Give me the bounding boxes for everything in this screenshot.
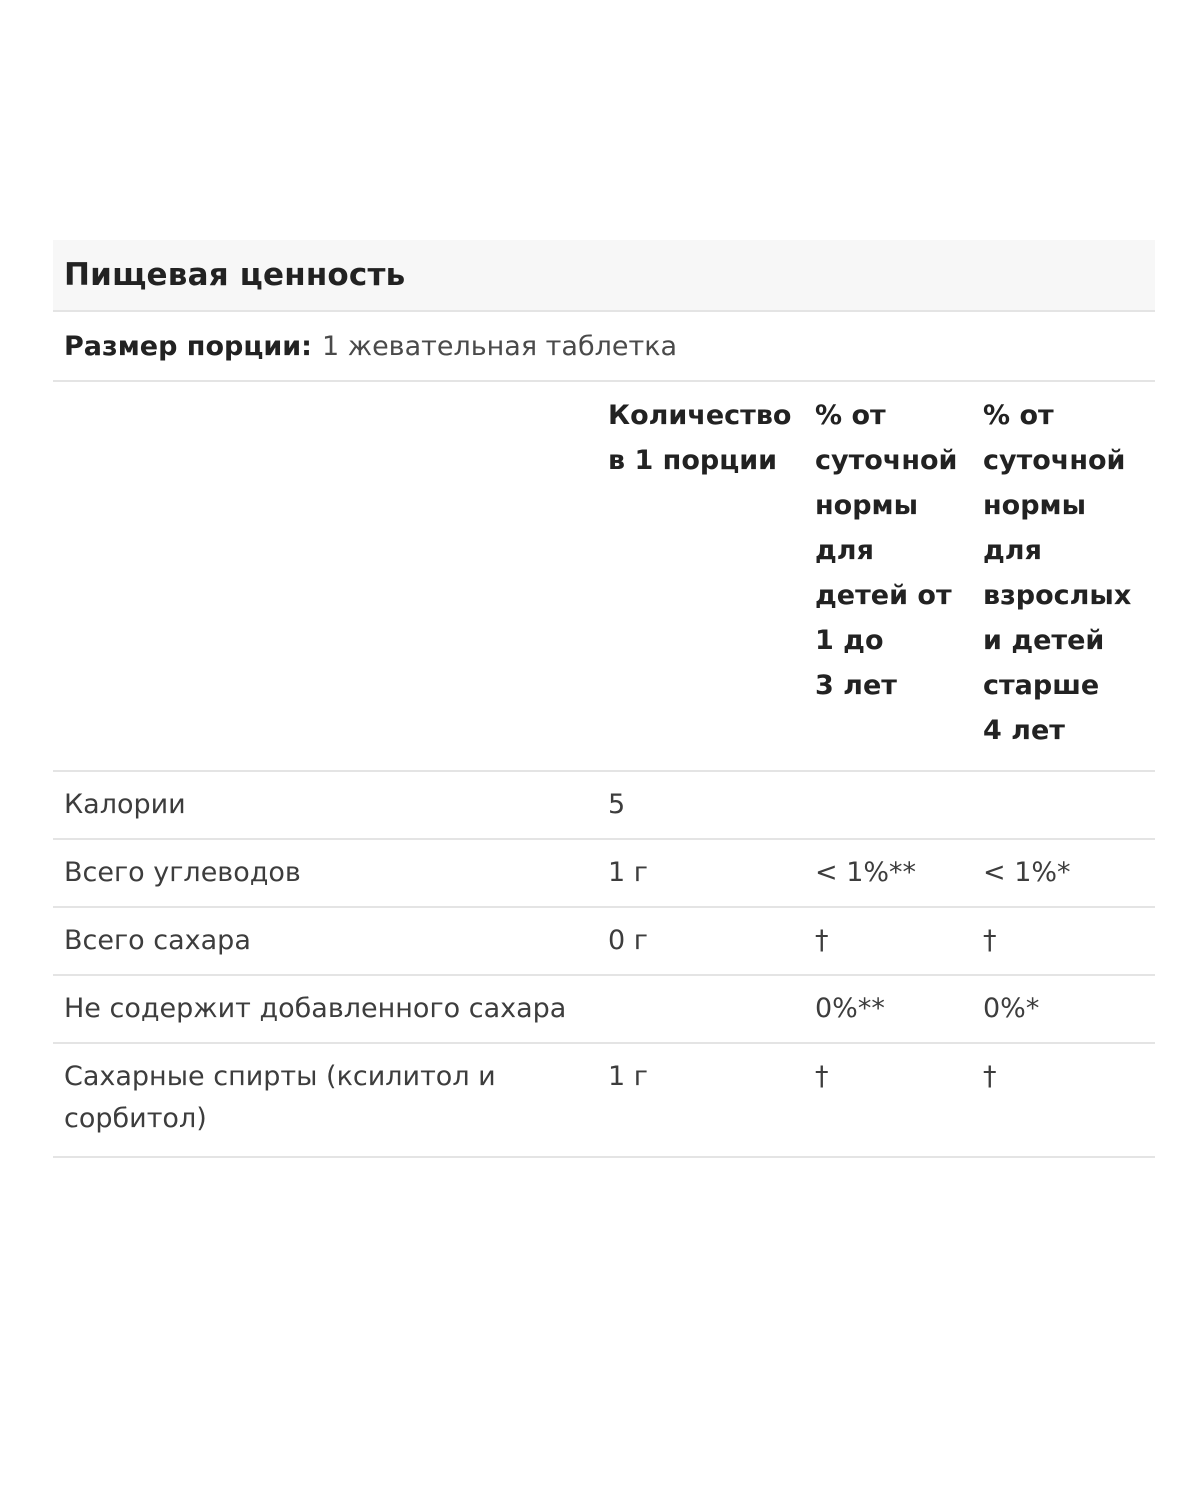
table-row — [53, 975, 1155, 1043]
table-row — [53, 839, 1155, 907]
table-row — [53, 1043, 1155, 1157]
nutrient-name: Сахарные спирты (ксилитол и сорбитол) — [53, 1043, 608, 1157]
nutrient-amount: 1 г — [608, 1043, 815, 1157]
dv-adults-value: 0%* — [983, 975, 1155, 1043]
serving-size-label: Размер порции: — [64, 330, 312, 362]
dv-adults-value: † — [983, 1043, 1155, 1157]
nutrient-name: Калории — [53, 771, 608, 839]
serving-size-row — [53, 312, 1155, 382]
dv-adults-value: < 1%* — [983, 839, 1155, 907]
dv-children-value: † — [815, 907, 983, 975]
dv-children-value: 0%** — [815, 975, 983, 1043]
serving-size-value: 1 жевательная таблетка — [321, 330, 678, 362]
dv-children-value: < 1%** — [815, 839, 983, 907]
nutrient-name: Всего сахара — [53, 907, 608, 975]
nutrition-table — [53, 382, 1155, 1158]
header-amount: Количество в 1 порции — [608, 382, 815, 771]
dv-adults-value: † — [983, 907, 1155, 975]
dv-adults-value — [983, 771, 1155, 839]
panel-title: Пищевая ценность — [64, 257, 406, 293]
dv-children-value — [815, 771, 983, 839]
nutrient-amount: 1 г — [608, 839, 815, 907]
header-dv-adults: % от суточной нормы для взрослых и детей старше 4 лет — [983, 382, 1155, 771]
nutrient-name: Всего углеводов — [53, 839, 608, 907]
nutrient-amount: 0 г — [608, 907, 815, 975]
table-row — [53, 771, 1155, 839]
header-dv-children: % от суточной нормы для детей от 1 до 3 лет — [815, 382, 983, 771]
table-header-row — [53, 382, 1155, 771]
nutrient-amount — [608, 975, 815, 1043]
dv-children-value: † — [815, 1043, 983, 1157]
nutrient-amount: 5 — [608, 771, 815, 839]
title-bar — [53, 240, 1155, 312]
nutrient-name: Не содержит добавленного сахара — [53, 975, 608, 1043]
nutrition-facts-panel — [53, 240, 1155, 1158]
header-nutrient — [53, 382, 608, 771]
table-row — [53, 907, 1155, 975]
